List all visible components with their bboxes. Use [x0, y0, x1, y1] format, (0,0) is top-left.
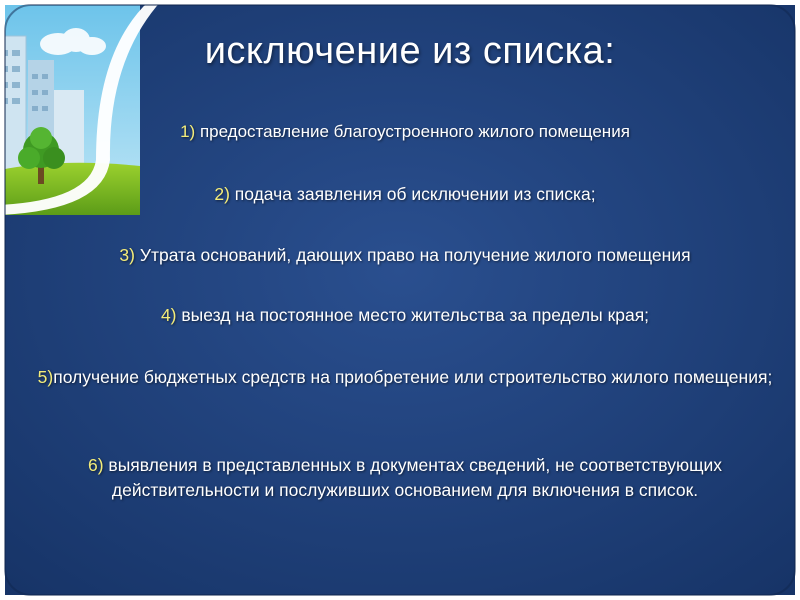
slide-title: исключение из списка:	[204, 30, 616, 72]
item-text: выявления в представленных в документах сведений, не соответствующих действительности и послуживших основанием для включения в список.	[103, 455, 722, 500]
item-number: 6)	[87, 455, 104, 475]
list-item	[25, 453, 785, 503]
item-number: 1)	[180, 122, 196, 141]
list-item	[25, 243, 785, 268]
item-number: 4)	[160, 305, 177, 325]
list-item	[25, 119, 785, 144]
list-item	[25, 182, 785, 207]
item-text: подача заявления об исключении из списка;	[229, 184, 596, 204]
list-item	[25, 365, 785, 390]
item-number: 5)	[37, 367, 54, 387]
item-text: Утрата оснований, дающих право на получение жилого помещения	[134, 245, 691, 265]
item-text: выезд на постоянное место жительства за пределы края;	[176, 305, 650, 325]
item-text: получение бюджетных средств на приобретение или строительство жилого помещения;	[53, 367, 773, 387]
item-text: предоставление благоустроенного жилого помещения	[195, 122, 630, 141]
item-number: 3)	[119, 245, 135, 265]
item-number: 2)	[214, 184, 230, 204]
list-item	[25, 303, 785, 328]
